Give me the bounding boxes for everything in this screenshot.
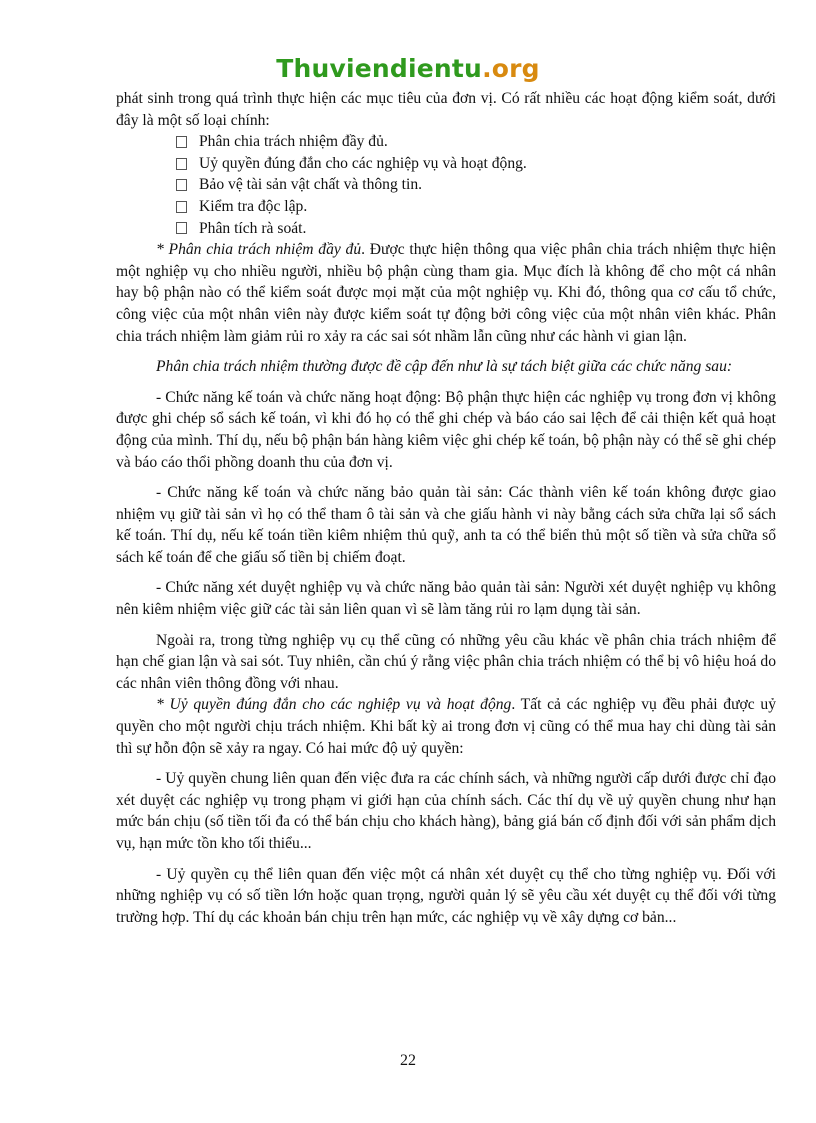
list-item: Uỷ quyền đúng đắn cho các nghiệp vụ và hoạt động. [176,153,776,175]
site-logo [0,54,816,83]
checkbox-bullet-icon [176,222,187,234]
paragraph-accounting-operations: - Chức năng kế toán và chức năng hoạt động: Bộ phận thực hiện các nghiệp vụ trong đơn vị không được ghi chép sổ sách kế toán, vì khi đó họ có thể ghi chép và báo cáo sai lệch để cải thiện kết quả hoạt động của mình. Thí dụ, nếu bộ phận bán hàng kiêm việc ghi chép kế toán, bộ phận này có thể sẽ ghi chép và báo cáo thổi phồng doanh thu của đơn vị. [116,388,776,471]
intro-paragraph: phát sinh trong quá trình thực hiện các mục tiêu của đơn vị. Có rất nhiều các hoạt động kiểm soát, dưới đây là một số loại chính: [116,90,776,129]
paragraph-approval-custody: - Chức năng xét duyệt nghiệp vụ và chức năng bảo quản tài sản: Người xét duyệt nghiệp vụ không nên kiêm nhiệm việc giữ các tài sản liên quan vì sẽ làm tăng rủi ro lạm dụng tài sản. [116,579,776,619]
checkbox-bullet-icon [176,136,187,148]
page-body [116,88,776,928]
checkbox-bullet-icon [176,201,187,213]
section-body: . Được thực hiện thông qua việc phân chia trách nhiệm thực hiện một nghiệp vụ cho nhiều người, nhiều bộ phận cùng tham gia. Mục đích là không để cho một cá nhân hay bộ phận nào có thể kiểm soát được mọi mặt của một nghiệp vụ. Khi đó, thông qua cơ cấu tổ chức, công việc của một nhân viên này được kiểm soát tự động bởi công việc của một nhân viên khác. Phân chia trách nhiệm làm giảm rủi ro xảy ra các sai sót nhầm lẫn cũng như các hành vi gian lận. [116,241,776,345]
checkbox-bullet-icon [176,179,187,191]
list-item: Phân chia trách nhiệm đầy đủ. [176,131,776,153]
italic-note: Phân chia trách nhiệm thường được đề cập đến như là sự tách biệt giữa các chức năng sau: [156,358,733,376]
logo-text-main: Thuviendientu [276,54,483,83]
section-separation-of-duties [116,239,776,347]
list-item: Bảo vệ tài sản vật chất và thông tin. [176,174,776,196]
list-item: Kiểm tra độc lập. [176,196,776,218]
paragraph-general-authorization: - Uỷ quyền chung liên quan đến việc đưa ra các chính sách, và những người cấp dưới được chỉ đạo xét duyệt các nghiệp vụ trong phạm vi giới hạn của chính sách. Các thí dụ về uỷ quyền chung như hạn mức bán chịu (số tiền tối đa có thể bán chịu cho khách hàng), bảng giá bán cố định đối với sản phẩm dịch vụ, hạn mức tồn kho tối thiểu... [116,770,776,852]
paragraph-specific-authorization: - Uỷ quyền cụ thể liên quan đến việc một cá nhân xét duyệt cụ thể cho từng nghiệp vụ. Đối với những nghiệp vụ có số tiền lớn hoặc quan trọng, người quản lý sẽ yêu cầu xét duyệt cụ thể đối với từng trường hợp. Thí dụ các khoản bán chịu trên hạn mức, các nghiệp vụ về xây dựng cơ bản... [116,865,776,926]
section-authorization [116,694,776,759]
logo-text-domain: .org [482,54,540,83]
paragraph-additional-requirements: Ngoài ra, trong từng nghiệp vụ cụ thể cũng có những yêu cầu khác về phân chia trách nhiệm để hạn chế gian lận và sai sót. Tuy nhiên, cần chú ý rằng việc phân chia trách nhiệm có thể bị vô hiệu hoá do các nhân viên thông đồng với nhau. [116,631,776,692]
section-heading: * Phân chia trách nhiệm đầy đủ [156,241,362,259]
section-body: . Tất cả các nghiệp vụ đều phải được uỷ quyền cho một người chịu trách nhiệm. Khi bất kỳ ai trong đơn vị cũng có thể mua hay chi dùng tài sản thì sự hỗn độn sẽ xảy ra ngay. Có hai mức độ uỷ quyền: [116,696,776,757]
page-number: 22 [400,1052,416,1069]
control-types-list [116,131,776,239]
paragraph-accounting-custody: - Chức năng kế toán và chức năng bảo quản tài sản: Các thành viên kế toán không được giao nhiệm vụ giữ tài sản vì họ có thể tham ô tài sản và che giấu hành vi này bằng cách sửa chữa lại sổ sách kế toán. Thí dụ, nếu kế toán tiền kiêm nhiệm thủ quỹ, anh ta có thể biển thủ một số tiền và sửa chữa sổ sách kế toán để che giấu số tiền bị chiếm đoạt. [116,484,776,566]
section-heading: * Uỷ quyền đúng đắn cho các nghiệp vụ và hoạt động [156,696,512,714]
list-item: Phân tích rà soát. [176,218,776,240]
checkbox-bullet-icon [176,158,187,170]
